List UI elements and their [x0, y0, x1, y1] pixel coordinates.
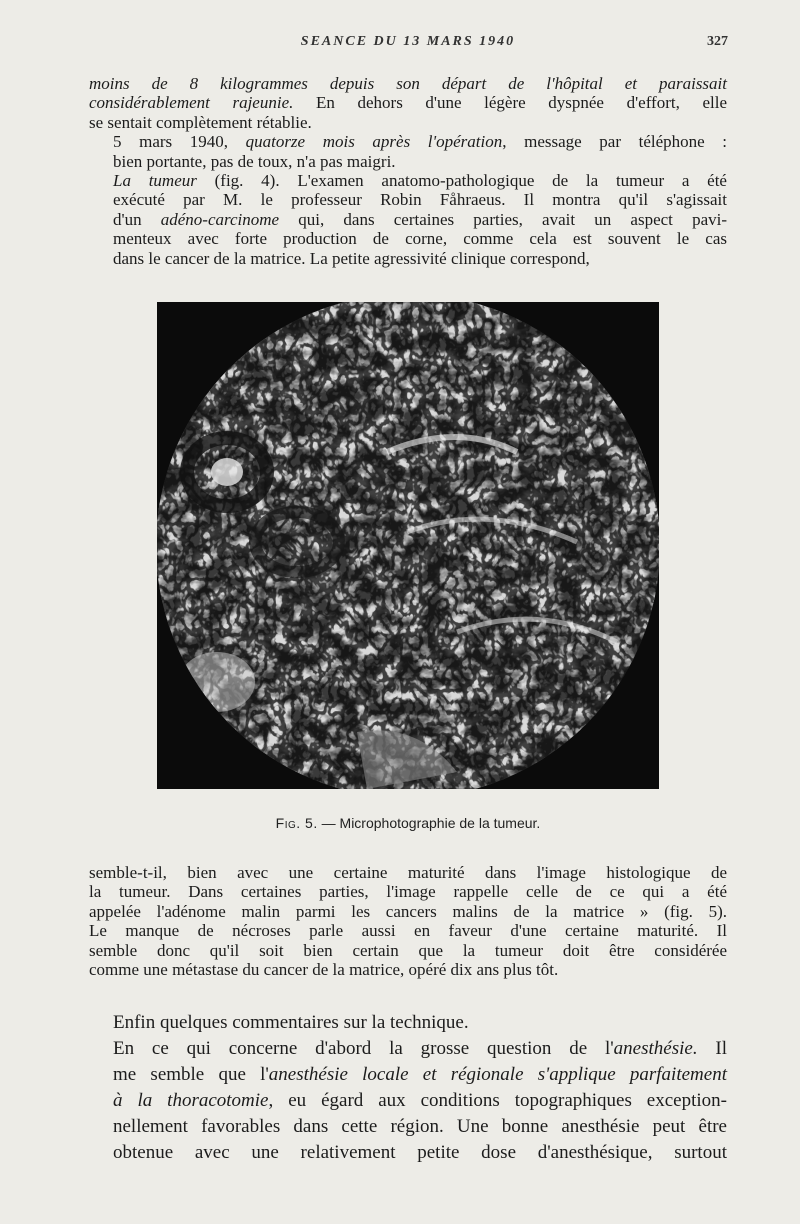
text-run: , message par téléphone :: [502, 132, 727, 152]
text-line: [89, 1036, 727, 1062]
bottom-text: [89, 1010, 727, 1166]
figure-label: Fig. 5.: [275, 815, 318, 831]
text-run: menteux avec forte production de corne, comme cela est souvent le cas: [113, 229, 727, 249]
text-run: En ce qui concerne d'abord la grosse question de l': [113, 1038, 614, 1059]
text-line: appelée l'adénome malin parmi les cancers malins de la matrice » (fig. 5).: [89, 901, 727, 921]
text-run: bien portante, pas de toux, n'a pas maigri.: [113, 151, 396, 171]
italic-run: adéno-carcinome: [160, 209, 280, 229]
text-line: [89, 249, 727, 268]
paragraph: [89, 74, 727, 132]
text-line: [89, 229, 727, 248]
text-run: En dehors d'une légère dyspnée d'effort, elle: [293, 93, 727, 113]
paragraph: [89, 171, 727, 268]
text-line: [89, 132, 727, 151]
text-line: [89, 171, 727, 190]
text-line: [89, 210, 727, 229]
paragraph: [89, 863, 727, 979]
figure-caption-text: — Microphotographie de la tumeur.: [321, 815, 541, 831]
italic-run: à la thoracotomie: [113, 1090, 269, 1111]
text-line: [89, 74, 727, 93]
text-line: [89, 1088, 727, 1114]
top-text: [89, 74, 727, 268]
running-title: SEANCE DU 13 MARS 1940: [300, 34, 516, 49]
italic-run: anesthésie locale et régionale s'applique parfaitement: [268, 1064, 727, 1085]
text-line: [89, 93, 727, 112]
middle-text: [89, 863, 727, 979]
figure-caption: [88, 815, 728, 831]
text-line: [89, 1062, 727, 1088]
italic-run: La tumeur: [113, 171, 197, 191]
text-run: qui, dans certaines parties, avait un aspect pavi-: [279, 209, 727, 229]
text-line: Le manque de nécroses parle aussi en faveur d'une certaine maturité. Il: [89, 921, 727, 941]
page-header: [88, 34, 728, 54]
text-line: [89, 1140, 727, 1166]
text-line: [89, 113, 727, 132]
text-run: exécuté par M. le professeur Robin Fåhraeus. Il montra qu'il s'agissait: [113, 190, 727, 210]
page-number: 327: [707, 34, 728, 49]
text-run: se sentait complètement rétablie.: [89, 112, 312, 132]
text-line: la tumeur. Dans certaines parties, l'image rappelle celle de ce qui a été: [89, 882, 727, 902]
text-run: me semble que l': [113, 1064, 269, 1085]
paragraph: [89, 132, 727, 171]
text-line: semble-t-il, bien avec une certaine maturité dans l'image histologique de: [89, 863, 727, 882]
text-run: (fig. 4). L'examen anatomo-pathologique de la tumeur a été: [196, 171, 727, 191]
text-run: obtenue avec une relativement petite dose d'anesthésique, surtout: [113, 1142, 727, 1163]
text-run: , eu égard aux conditions topographiques exception-: [268, 1090, 727, 1111]
text-line: [89, 152, 727, 171]
text-run: d'un: [113, 209, 161, 229]
italic-run: considérablement rajeunie.: [89, 93, 294, 113]
text-line: [89, 190, 727, 209]
text-run: nellement favorables dans cette région. Une bonne anesthésie peut être: [113, 1116, 727, 1137]
text-line: [89, 1010, 727, 1036]
micrograph-figure: [157, 302, 659, 789]
text-line: [89, 1114, 727, 1140]
text-line: comme une métastase du cancer de la matrice, opéré dix ans plus tôt.: [89, 960, 559, 980]
paragraph: [89, 1010, 727, 1036]
italic-run: quatorze mois après l'opération: [245, 132, 503, 152]
text-run: Enfin quelques commentaires sur la technique.: [113, 1012, 469, 1033]
text-run: Il: [697, 1038, 728, 1059]
text-line: semble donc qu'il soit bien certain que la tumeur doit être considérée: [89, 940, 727, 960]
italic-run: moins de 8 kilogrammes depuis son départ de l'hôpital et paraissait: [89, 74, 727, 93]
micrograph-image: [157, 302, 659, 789]
text-run: dans le cancer de la matrice. La petite agressivité clinique correspond,: [113, 248, 590, 268]
text-run: 5 mars 1940,: [113, 132, 246, 152]
paragraph: [89, 1036, 727, 1166]
italic-run: anesthésie.: [613, 1038, 698, 1059]
